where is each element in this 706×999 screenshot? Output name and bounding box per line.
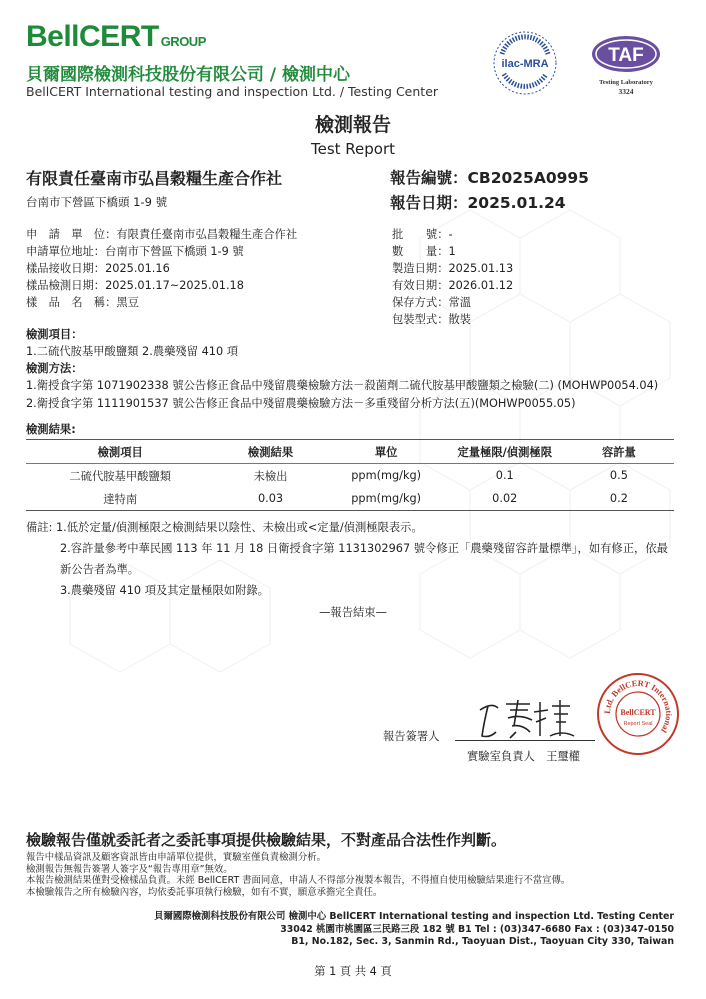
results-table <box>26 439 674 511</box>
table-cell: 二硫代胺基甲酸鹽類 <box>69 469 172 483</box>
taf-text: TAF <box>608 45 644 66</box>
table-cell: 0.02 <box>446 487 564 511</box>
column-header: 檢測結果 <box>214 440 326 464</box>
report-title-en: Test Report <box>310 140 396 158</box>
disclaimer-line: 檢測報告無報告簽署人簽字及“報告專用章”無效。 <box>26 863 233 875</box>
column-header: 單位 <box>327 440 446 464</box>
info-row: 包裝型式：散裝 <box>392 313 472 326</box>
table-cell: 0.5 <box>609 469 628 482</box>
results-label: 檢測結果: <box>26 423 76 436</box>
logo-group-text: GROUP <box>160 34 206 49</box>
disclaimer-block <box>26 852 570 898</box>
info-row: 有效日期：2026.01.12 <box>392 279 514 292</box>
seal-center-text: BellCERT <box>620 708 656 717</box>
seal-ring-text: Ltd. BellCERT International <box>601 677 675 735</box>
company-name-en: BellCERT International testing and inspection Ltd. / Testing Center <box>26 84 439 99</box>
info-row: 樣品接收日期：2025.01.16 <box>26 262 170 275</box>
table-cell: 0.2 <box>564 487 674 511</box>
seal-caption: Report Seal <box>623 721 653 727</box>
signature-line <box>455 740 595 741</box>
disclaimer-title: 檢驗報告僅就委託者之委託事項提供檢驗結果，不對產品合法性作判斷。 <box>26 831 507 849</box>
column-header: 容許量 <box>564 440 674 464</box>
note-line: 2.容許量參考中華民國 113 年 11 月 18 日衛授食字第 1131302967 號令修正「農藥殘留容許量標準」，如有修正，依最 <box>60 542 668 555</box>
table-cell: ppm(mg/kg) <box>351 469 422 482</box>
disclaimer-line: 本報告檢測結果僅對受檢樣品負責。未經 BellCERT 書面同意，申請人不得部分複製本報告，不得擅自使用檢驗結果進行不當宣傳。 <box>26 875 571 886</box>
sample-info-left <box>26 226 297 311</box>
info-row: 樣 品 名 稱：黑豆 <box>26 296 139 309</box>
footer-address <box>154 911 674 949</box>
info-row: 保存方式：常溫 <box>392 296 472 309</box>
test-method-line: 1.衛授食字第 1071902338 號公告修正食品中殘留農藥檢驗方法－殺菌劑二硫代胺基甲酸鹽類之檢驗(二) (MOHWP0054.04) <box>26 379 659 392</box>
note-line: 新公告者為準。 <box>60 563 140 576</box>
footer-line: B1, No.182, Sec. 3, Sanmin Rd., Taoyuan Dist., Taoyuan City 330, Taiwan <box>291 936 674 947</box>
report-title-zh: 檢測報告 <box>314 114 391 136</box>
table-cell: ppm(mg/kg) <box>327 487 446 511</box>
ilac-mra-logo <box>492 30 558 96</box>
table-cell: 0.1 <box>495 469 514 482</box>
footer-line: 33042 桃園市桃園區三民路三段 182 號 B1 Tel : (03)347-6680 Fax : (03)347-0150 <box>280 923 674 935</box>
test-items-text: 1.二硫代胺基甲酸鹽類 2.農藥殘留 410 項 <box>26 345 239 358</box>
note-line: 1.低於定量/偵測極限之檢測結果以陰性、未檢出或<定量/偵測極限表示。 <box>56 521 423 534</box>
notes-block <box>26 517 668 601</box>
report-seal-stamp <box>596 672 680 756</box>
report-end-mark: —報告結束— <box>319 606 387 619</box>
column-header: 定量極限/偵測極限 <box>446 440 564 464</box>
signatory-name: 實驗室負責人 王璽權 <box>467 750 580 763</box>
taf-caption: Testing Laboratory <box>599 79 653 86</box>
taf-logo <box>588 34 664 98</box>
client-name: 有限責任臺南市弘昌穀糧生產合作社 <box>26 169 283 188</box>
test-items-label: 檢測項目： <box>26 328 83 341</box>
footer-line: 貝爾國際檢測科技股份有限公司 檢測中心 BellCERT International testing and inspection Ltd. Testing Center <box>154 911 674 922</box>
signatory-label: 報告簽署人 <box>383 730 440 743</box>
report-number: 報告編號：CB2025A0995 <box>390 169 589 187</box>
disclaimer-line: 報告中樣品資訊及顧客資訊皆由申請單位提供，實驗室僅負責檢測分析。 <box>26 852 327 863</box>
handwritten-signature <box>470 696 580 742</box>
info-row: 數 量：1 <box>392 245 456 258</box>
notes-label: 備註: <box>26 521 53 534</box>
info-row: 批 號：- <box>392 228 453 241</box>
logo-main-text: BellCERT <box>26 20 159 53</box>
test-method-line: 2.衛授食字第 1111901537 號公告修正食品中殘留農藥檢驗方法－多重殘留分析方法(五)(MOHWP0055.05) <box>26 397 576 410</box>
report-date: 報告日期：2025.01.24 <box>390 194 566 212</box>
sample-info-right <box>392 226 513 328</box>
table-row <box>26 487 674 511</box>
note-line: 3.農藥殘留 410 項及其定量極限如附錄。 <box>60 584 269 597</box>
table-row <box>26 464 674 488</box>
page-number: 第 1 頁 共 4 頁 <box>314 965 392 978</box>
disclaimer-line: 本檢驗報告之所有檢驗內容，均依委託事項執行檢驗，如有不實，願意承擔完全責任。 <box>26 886 383 898</box>
table-cell: 達特南 <box>26 487 214 511</box>
taf-number: 3324 <box>618 87 634 96</box>
company-name-zh: 貝爾國際檢測科技股份有限公司 / 檢測中心 <box>26 65 351 85</box>
info-row: 申 請 單 位：有限責任臺南市弘昌穀糧生產合作社 <box>26 228 298 241</box>
ilac-mra-text: ilac-MRA <box>501 58 549 70</box>
column-header: 檢測項目 <box>26 440 214 464</box>
test-methods-label: 檢測方法： <box>26 362 83 375</box>
table-cell: 0.03 <box>214 487 326 511</box>
info-row: 申請單位地址：台南市下營區下橋頭 1-9 號 <box>26 245 244 258</box>
client-address: 台南市下營區下橋頭 1-9 號 <box>26 195 168 209</box>
info-row: 樣品檢測日期：2025.01.17~2025.01.18 <box>26 279 244 292</box>
bellcert-logo <box>26 20 206 54</box>
table-cell: 未檢出 <box>253 469 288 483</box>
table-header-row <box>26 440 674 464</box>
info-row: 製造日期：2025.01.13 <box>392 262 514 275</box>
